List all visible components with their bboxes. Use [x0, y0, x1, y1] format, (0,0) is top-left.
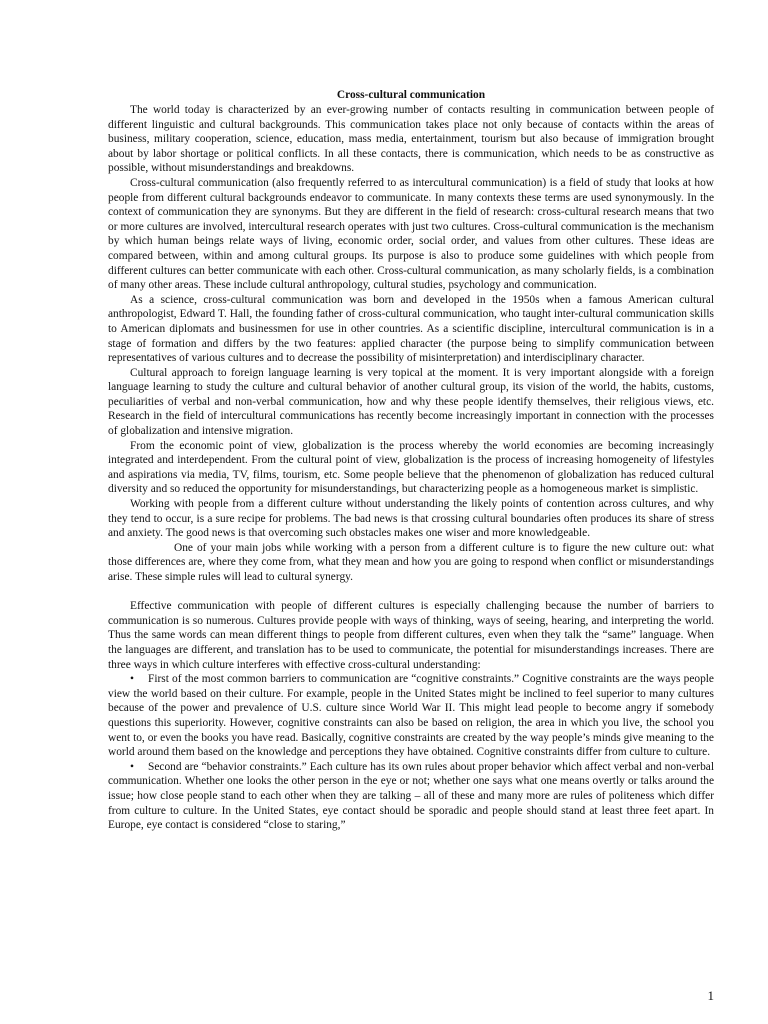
bullet-icon: • [130, 760, 134, 773]
paragraph-main-jobs: One of your main jobs while working with a person from a different culture is to figure the new culture out: what those differences are, where they come from, what they mean and how you are going to respond when conflict or misunderstandings arise. These simple rules will lead to cultural synergy. [108, 541, 714, 583]
paragraph-barriers: Effective communication with people of different cultures is especially challenging because the number of barriers to communication is so numerous. Cultures provide people with ways of thinking, ways of seeing, hearing, and interpreting the world. Thus the same words can mean different things to people from different cultures, even when they talk the “same” language. When the languages are different, and translation has to be used to communicate, the potential for misunderstandings increases. There are three ways in which culture interferes with effective cross-cultural understanding: [108, 600, 714, 671]
paragraph-language-learning: Cultural approach to foreign language learning is very topical at the moment. It is very important alongside with a foreign language learning to study the culture and cultural behavior of another cultural group, its vision of the world, the habits, customs, peculiarities of verbal and non-verbal communication, how and why these people identify themselves, their religious views, etc. Research in the field of intercultural communications has recently become increasingly important in connection with the processes of globalization and intensive migration. [108, 366, 714, 438]
document-title: Cross-cultural communication [336, 89, 486, 101]
bullet-text: First of the most common barriers to communication are “cognitive constraints.” Cognitive constraints are the ways people view the world based on their culture. For example, people in the United States might be inclined to feel superior to many cultures because of the power and prevalence of U.S. culture since World War II. This might lead people to become angry if somebody questions this superiority. However, cognitive constraints can also be based on religion, the area in which you live, the school you went to, or even the books you have read. Basically, cognitive constraints are created by the way people’s minds give meaning to the world around them based on the knowledge and perceptions they have obtained. Cognitive constraints differ from culture to culture. [108, 673, 714, 759]
paragraph-intro: The world today is characterized by an ever-growing number of contacts resulting in communication between people of different linguistic and cultural backgrounds. This communication takes place not only because of contacts within the areas of business, military cooperation, science, education, mass media, entertainment, tourism but also because of immigration brought about by labor shortage or political conflicts. In all these contacts, there is communication, which needs to be as constructive as possible, without misunderstandings and breakdowns. [108, 104, 714, 175]
paragraph-working-across-cultures: Working with people from a different culture without understanding the likely points of contention across cultures, and why they tend to occur, is a sure recipe for problems. The bad news is that crossing cultural boundaries often produces its share of stress and anxiety. The good news is that overcoming such obstacles makes one wiser and more knowledgeable. [108, 498, 714, 540]
paragraph-definition: Cross-cultural communication (also frequently referred to as intercultural communication) is a field of study that looks at how people from different cultural backgrounds endeavor to communicate. In many contexts these terms are used synonymously. In the context of communication they are synonyms. But they are different in the field of research: cross-cultural research means that two or more cultures are involved, intercultural research operates with just two cultures. Cross-cultural communication is the mechanism by which human beings relate ways of living, economic order, social order, and values from other cultures. These ideas are compared between, within and among cultural groups. Its purpose is also to produce some guidelines with which people from different cultures can better communicate with each other. Cross-cultural communication, as many scholarly fields, is a combination of many other areas. These include cultural anthropology, cultural studies, psychology and communication. [108, 176, 714, 292]
paragraph-globalization: From the economic point of view, globalization is the process whereby the world economies are becoming increasingly integrated and interdependent. From the cultural point of view, globalization is the process of increasing homogeneity of lifestyles and aspirations via media, TV, films, tourism, etc. Some people believe that the phenomenon of globalization has reduced cultural diversity and so reduced the opportunity for misunderstandings, but characterizing people as a homogeneous market is simplistic. [108, 439, 714, 496]
bullet-icon: • [130, 673, 134, 686]
bullet-text: Second are “behavior constraints.” Each culture has its own rules about proper behavior which affect verbal and non-verbal communication. Whether one looks the other person in the eye or not; whether one says what one means overtly or talks around the issue; how close people stand to each other when they are talking – all of these and many more are rules of politeness which differ from culture to culture. In the United States, eye contact should be sporadic and people should stand at least three feet apart. In Europe, eye contact is considered “close to staring,” [108, 760, 714, 832]
paragraph-spacer [108, 585, 714, 600]
paragraph-history: As a science, cross-cultural communication was born and developed in the 1950s when a famous American cultural anthropologist, Edward T. Hall, the founding father of cross-cultural communication, who taught inter-cultural communication skills to American diplomats and businessmen for use in other countries. As a scientific discipline, intercultural communication is in a stage of formation and differs by the two features: applied character (the purpose being to simplify communication between representatives of various cultures and to decrease the possibility of misinterpretation) and interdisciplinary character. [108, 293, 714, 365]
bullet-item-cognitive-constraints [108, 672, 714, 760]
page-number: 1 [707, 988, 714, 1003]
bullet-item-behavior-constraints [108, 760, 714, 833]
